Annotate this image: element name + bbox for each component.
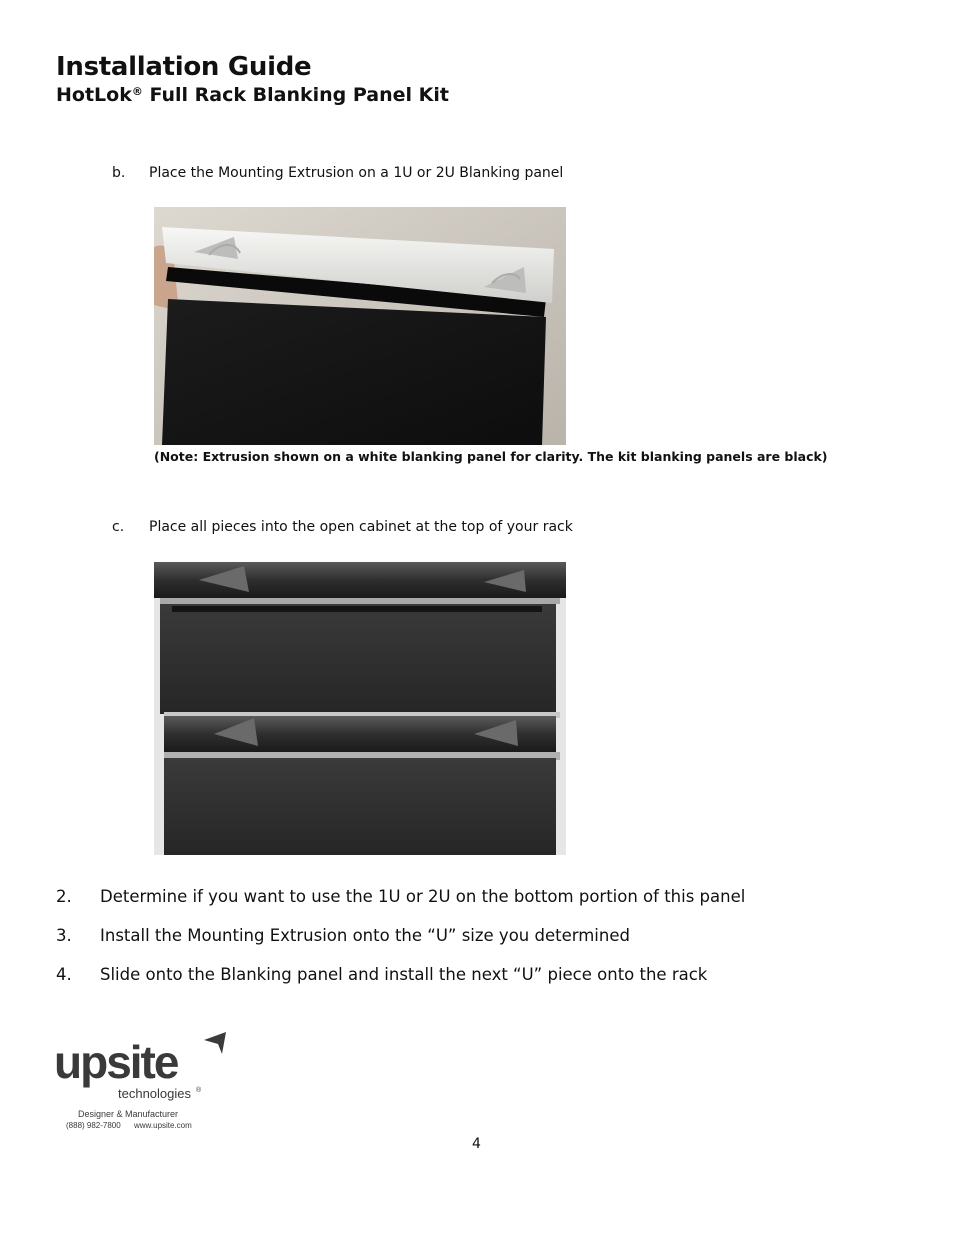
page-subtitle: [56, 84, 449, 106]
logo-line1: Designer & Manufacturer: [78, 1109, 179, 1119]
subtitle-brand: HotLok: [56, 84, 132, 106]
photo-extrusion-on-panel: [154, 207, 566, 445]
substep-b: [112, 165, 563, 181]
substep-text: Place all pieces into the open cabinet at the top of your rack: [149, 519, 573, 535]
substep-label: b.: [112, 165, 126, 181]
step-text: Slide onto the Blanking panel and install the next “U” piece onto the rack: [100, 965, 708, 984]
substep-c: [112, 519, 573, 535]
note-caption: (Note: Extrusion shown on a white blanking panel for clarity. The kit blanking panels are black): [154, 449, 828, 464]
logo-tagline: technologies: [118, 1086, 191, 1101]
step-text: Determine if you want to use the 1U or 2U on the bottom portion of this panel: [100, 887, 746, 906]
registered-mark: ®: [131, 85, 143, 98]
logo-wordmark: upsite: [54, 1036, 178, 1088]
page-title: Installation Guide: [56, 52, 312, 82]
step-number: 3.: [56, 926, 72, 945]
step-3: [56, 926, 630, 945]
logo-url: www.upsite.com: [134, 1121, 192, 1130]
upsite-logo: [54, 1030, 234, 1130]
page-number: 4: [472, 1136, 481, 1152]
step-text: Install the Mounting Extrusion onto the “U” size you determined: [100, 926, 630, 945]
logo-tagline-mark: ®: [196, 1087, 202, 1094]
subtitle-rest: Full Rack Blanking Panel Kit: [142, 84, 449, 106]
substep-label: c.: [112, 519, 125, 535]
step-number: 2.: [56, 887, 72, 906]
step-2: [56, 887, 745, 906]
step-4: [56, 965, 707, 984]
step-number: 4.: [56, 965, 72, 984]
logo-phone: (888) 982-7800: [66, 1121, 121, 1130]
photo-pieces-in-cabinet: [154, 562, 566, 855]
substep-text: Place the Mounting Extrusion on a 1U or 2U Blanking panel: [149, 165, 564, 181]
